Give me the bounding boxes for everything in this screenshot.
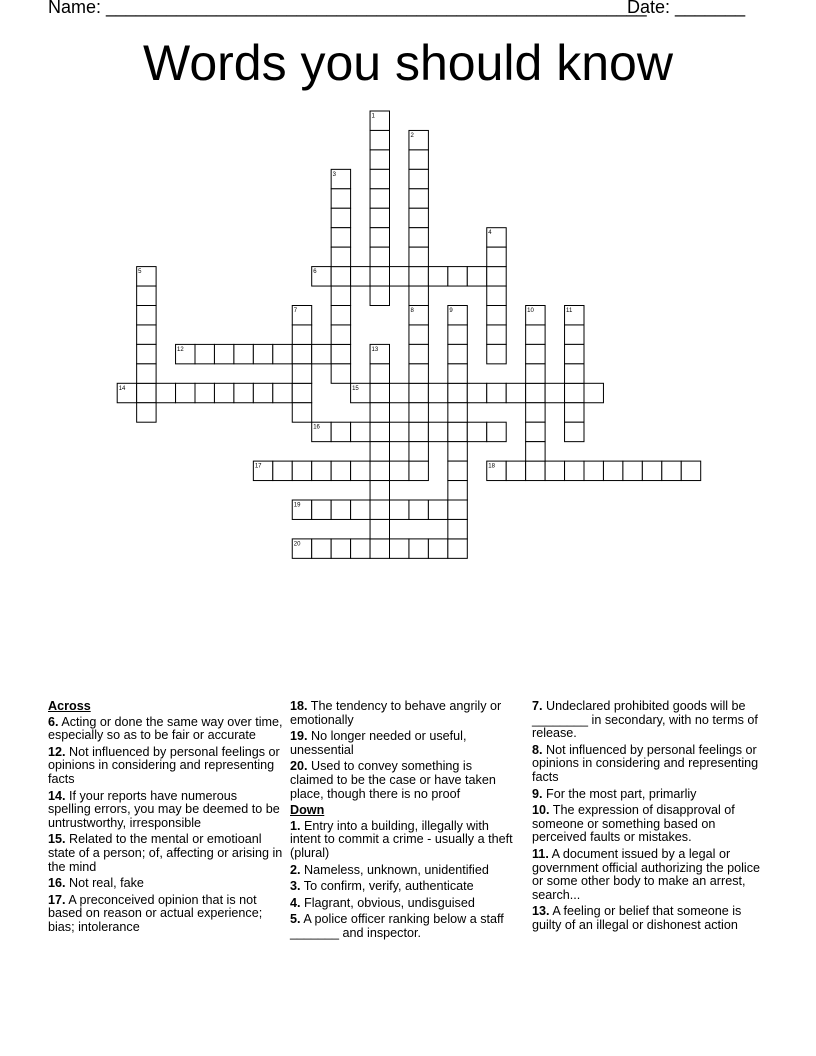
clue-number-10: 10 (527, 308, 534, 314)
clue-down-2: 2. Nameless, unknown, unidentified (290, 862, 489, 877)
grid-cell[interactable] (273, 383, 292, 402)
grid-cell[interactable] (526, 344, 545, 363)
grid-cell[interactable] (390, 422, 409, 441)
grid-cell[interactable] (409, 169, 428, 188)
grid-cell[interactable] (409, 422, 428, 441)
grid-cell[interactable] (331, 325, 350, 344)
clue-number-18: 18 (488, 463, 495, 470)
clue-across-18: 18. The tendency to behave angrily or emotionally (290, 699, 502, 727)
grid-cell[interactable] (273, 344, 292, 363)
grid-cell[interactable] (467, 422, 486, 441)
clue-number-7: 7 (293, 308, 298, 314)
grid-cell[interactable] (409, 150, 428, 169)
grid-cell[interactable] (487, 422, 506, 441)
grid-cell[interactable] (370, 500, 389, 519)
grid-cell[interactable] (370, 403, 389, 422)
grid-cell[interactable] (448, 325, 467, 344)
grid-cell[interactable] (292, 344, 311, 363)
grid-cell[interactable] (448, 519, 467, 538)
grid-cell[interactable] (137, 364, 156, 383)
clue-number-19: 19 (293, 502, 301, 509)
grid-cell[interactable] (331, 208, 350, 227)
clue-across-14: 14. If your reports have numerous spelling errors, you may be deemed to be untrustworthy, irresponsible (48, 788, 280, 830)
grid-cell[interactable] (409, 325, 428, 344)
clue-column-3 (532, 700, 770, 936)
grid-cell[interactable] (409, 344, 428, 363)
grid-cell[interactable] (526, 422, 545, 441)
grid-cell[interactable] (370, 364, 389, 383)
grid-cell[interactable] (370, 169, 389, 188)
clue-number-1: 1 (371, 113, 375, 120)
grid-cell[interactable] (545, 461, 564, 480)
grid-cell[interactable] (506, 461, 525, 480)
grid-cell[interactable] (662, 461, 681, 480)
grid-cell[interactable] (331, 247, 350, 266)
grid-cell[interactable] (390, 539, 409, 558)
grid-cell[interactable] (409, 364, 428, 383)
grid-cell[interactable] (409, 500, 428, 519)
across-heading: Across (48, 699, 91, 713)
grid-cell[interactable] (370, 208, 389, 227)
grid-cell[interactable] (137, 286, 156, 305)
grid-cell[interactable] (331, 344, 350, 363)
grid-cell[interactable] (253, 344, 272, 363)
clue-column-1 (48, 700, 283, 938)
grid-cell[interactable] (292, 403, 311, 422)
grid-cell[interactable] (565, 403, 584, 422)
grid-cell[interactable] (428, 539, 447, 558)
grid-cell[interactable] (370, 383, 389, 402)
grid-cell[interactable] (409, 228, 428, 247)
grid-cell[interactable] (681, 461, 700, 480)
grid-cell[interactable] (448, 500, 467, 519)
grid-cell[interactable] (137, 383, 156, 402)
grid-cell[interactable] (428, 267, 447, 286)
grid-cell[interactable] (370, 519, 389, 538)
clue-number-8: 8 (410, 308, 414, 314)
grid-cell[interactable] (409, 383, 428, 402)
grid-cell[interactable] (526, 403, 545, 422)
clue-number-13: 13 (371, 346, 379, 353)
grid-cell[interactable] (292, 364, 311, 383)
grid-cell[interactable] (331, 539, 350, 558)
grid-cell[interactable] (526, 383, 545, 402)
clue-number-12: 12 (177, 346, 184, 353)
grid-cell[interactable] (409, 247, 428, 266)
grid-cell[interactable] (156, 383, 175, 402)
grid-cell[interactable] (253, 383, 272, 402)
grid-cell[interactable] (448, 461, 467, 480)
grid-cell[interactable] (370, 422, 389, 441)
clue-number-6: 6 (313, 269, 317, 276)
down-heading: Down (290, 803, 325, 818)
grid-cell[interactable] (390, 267, 409, 286)
grid-cell[interactable] (390, 461, 409, 480)
grid-cell[interactable] (409, 539, 428, 558)
grid-cell[interactable] (351, 422, 370, 441)
clue-across-20: 20. Used to convey something is claimed to be the case or have taken place, though there is no proof (290, 759, 496, 801)
grid-cell[interactable] (234, 383, 253, 402)
grid-cell[interactable] (565, 364, 584, 383)
clue-number-9: 9 (449, 308, 453, 314)
grid-cell[interactable] (292, 325, 311, 344)
grid-cell[interactable] (351, 539, 370, 558)
grid-cell[interactable] (137, 325, 156, 344)
clue-across-17: 17. A preconceived opinion that is not based on reason or actual experience; bias; intolerance (48, 892, 263, 934)
grid-cell[interactable] (370, 247, 389, 266)
grid-cell[interactable] (331, 267, 350, 286)
name-field[interactable]: Name: ______________________________________________________ (48, 0, 647, 17)
grid-cell[interactable] (331, 286, 350, 305)
date-field[interactable]: Date: _______ (627, 0, 746, 17)
clue-down-10: 10. The expression of disapproval of someone or something based on perceived faults or mistakes. (532, 803, 735, 845)
grid-cell[interactable] (312, 500, 331, 519)
grid-cell[interactable] (292, 461, 311, 480)
grid-cell[interactable] (351, 461, 370, 480)
clue-number-2: 2 (410, 132, 414, 139)
grid-cell[interactable] (448, 383, 467, 402)
grid-cell[interactable] (331, 306, 350, 325)
page-title: Words you should know (143, 35, 673, 91)
grid-cell[interactable] (351, 267, 370, 286)
grid-cell[interactable] (409, 442, 428, 461)
clue-down-9: 9. For the most part, primarliy (532, 786, 697, 801)
clue-down-8: 8. Not influenced by personal feelings or opinions in considering and representing facts (532, 742, 759, 784)
clue-across-15: 15. Related to the mental or emotioanl state of a person; of, affecting or arising in the mind (48, 832, 283, 874)
grid-cell[interactable] (331, 189, 350, 208)
grid-cell[interactable] (545, 383, 564, 402)
grid-cell[interactable] (487, 267, 506, 286)
grid-cell[interactable] (448, 364, 467, 383)
grid-cell[interactable] (428, 422, 447, 441)
grid-cell[interactable] (390, 383, 409, 402)
grid-cell[interactable] (370, 286, 389, 305)
grid-cell[interactable] (370, 228, 389, 247)
clue-across-6: 6. Acting or done the same way over time, especially so as to be fair or accurate (48, 714, 283, 743)
grid-cell[interactable] (370, 267, 389, 286)
grid-cell[interactable] (448, 481, 467, 500)
grid-cell[interactable] (487, 247, 506, 266)
clue-down-7: 7. Undeclared prohibited goods will be ________ in secondary, with no terms of release. (532, 699, 758, 741)
grid-cell[interactable] (312, 461, 331, 480)
clue-down-5: 5. A police officer ranking below a staff _______ and inspector. (290, 912, 504, 940)
grid-cell[interactable] (565, 422, 584, 441)
clue-down-13: 13. A feeling or belief that someone is guilty of an illegal or dishonest action (532, 904, 742, 932)
grid-cell[interactable] (409, 461, 428, 480)
grid-cell[interactable] (137, 403, 156, 422)
clue-number-15: 15 (352, 385, 359, 392)
grid-cell[interactable] (565, 325, 584, 344)
grid-cell[interactable] (331, 228, 350, 247)
grid-cell[interactable] (526, 442, 545, 461)
grid-cell[interactable] (565, 344, 584, 363)
grid-cell[interactable] (448, 442, 467, 461)
clue-down-3: 3. To confirm, verify, authenticate (290, 879, 474, 894)
grid-cell[interactable] (623, 461, 642, 480)
clue-across-16: 16. Not real, fake (48, 876, 144, 891)
grid-cell[interactable] (312, 539, 331, 558)
grid-cell[interactable] (603, 461, 622, 480)
grid-cell[interactable] (487, 286, 506, 305)
grid-cell[interactable] (448, 267, 467, 286)
clue-number-16: 16 (313, 424, 320, 431)
clue-down-4: 4. Flagrant, obvious, undisguised (290, 895, 475, 910)
grid-cell[interactable] (409, 267, 428, 286)
grid-cell[interactable] (526, 461, 545, 480)
grid-cell[interactable] (409, 189, 428, 208)
clue-across-19: 19. No longer needed or useful, unessential (290, 729, 467, 757)
grid-cell[interactable] (137, 344, 156, 363)
grid-cell[interactable] (487, 306, 506, 325)
grid-cell[interactable] (195, 383, 214, 402)
grid-cell[interactable] (487, 325, 506, 344)
clue-number-20: 20 (293, 541, 301, 548)
clue-number-17: 17 (254, 463, 262, 470)
grid-cell[interactable] (526, 325, 545, 344)
grid-cell[interactable] (292, 383, 311, 402)
grid-cell[interactable] (331, 500, 350, 519)
grid-cell[interactable] (214, 383, 233, 402)
grid-cell[interactable] (467, 267, 486, 286)
clue-down-1: 1. Entry into a building, illegally with intent to commit a crime - usually a theft (plural) (290, 818, 513, 860)
grid-cell[interactable] (214, 344, 233, 363)
grid-cell[interactable] (331, 422, 350, 441)
grid-cell[interactable] (642, 461, 661, 480)
grid-cell[interactable] (273, 461, 292, 480)
grid-cell[interactable] (234, 344, 253, 363)
clue-number-4: 4 (488, 230, 492, 237)
grid-cell[interactable] (448, 344, 467, 363)
grid-cell[interactable] (526, 364, 545, 383)
grid-cell[interactable] (409, 403, 428, 422)
grid-cell[interactable] (506, 383, 525, 402)
grid-cell[interactable] (428, 500, 447, 519)
grid-cell[interactable] (487, 383, 506, 402)
grid-cell[interactable] (312, 344, 331, 363)
grid-cell[interactable] (390, 500, 409, 519)
grid-cell[interactable] (565, 383, 584, 402)
grid-cell[interactable] (370, 539, 389, 558)
grid-cell[interactable] (487, 344, 506, 363)
clue-down-11: 11. A document issued by a legal or government official authorizing the police or some other body to make an arrest, search... (532, 846, 760, 902)
clue-across-12: 12. Not influenced by personal feelings or opinions in considering and representing facts (48, 744, 280, 786)
grid-cell[interactable] (565, 461, 584, 480)
grid-cell[interactable] (467, 383, 486, 402)
grid-cell[interactable] (195, 344, 214, 363)
grid-cell[interactable] (409, 286, 428, 305)
grid-cell[interactable] (370, 130, 389, 149)
grid-cell[interactable] (428, 383, 447, 402)
grid-cell[interactable] (351, 500, 370, 519)
grid-cell[interactable] (176, 383, 195, 402)
grid-cell[interactable] (370, 442, 389, 461)
clue-column-2 (290, 700, 515, 944)
grid-cell[interactable] (448, 403, 467, 422)
clue-number-14: 14 (118, 385, 126, 392)
grid-cell[interactable] (409, 208, 428, 227)
grid-cell[interactable] (370, 150, 389, 169)
grid-cell[interactable] (448, 539, 467, 558)
grid-cell[interactable] (584, 461, 603, 480)
grid-cell[interactable] (331, 364, 350, 383)
grid-cell[interactable] (137, 306, 156, 325)
grid-cell[interactable] (370, 189, 389, 208)
grid-cell[interactable] (370, 481, 389, 500)
clue-number-11: 11 (566, 308, 573, 314)
clue-number-3: 3 (332, 171, 336, 178)
grid-cell[interactable] (584, 383, 603, 402)
grid-cell[interactable] (370, 461, 389, 480)
clue-number-5: 5 (138, 269, 142, 276)
grid-cell[interactable] (331, 461, 350, 480)
grid-cell[interactable] (448, 422, 467, 441)
